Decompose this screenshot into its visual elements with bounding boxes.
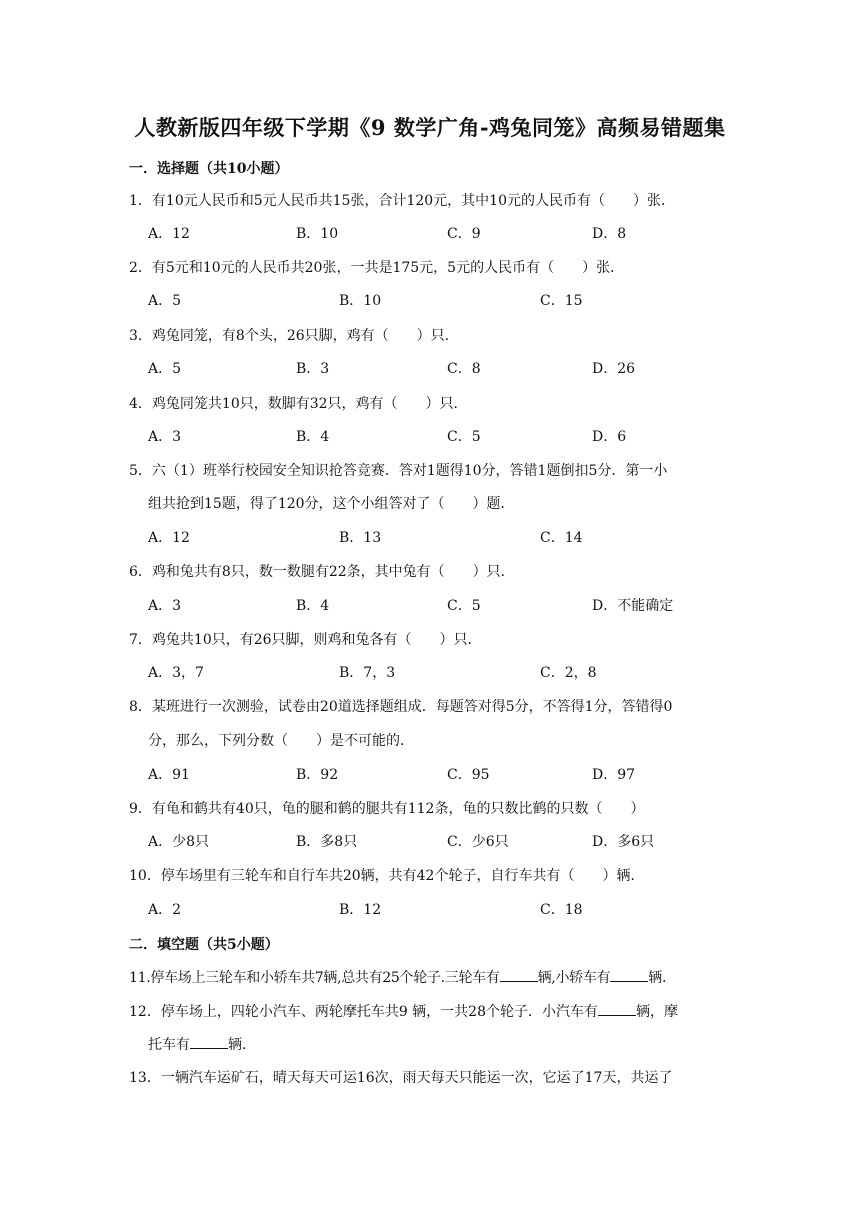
option: C．95 [447, 767, 490, 783]
option: D．26 [592, 361, 636, 377]
option: B．4 [296, 598, 330, 614]
option: C．2，8 [540, 665, 597, 681]
option: B．多8只 [296, 834, 358, 850]
question-8: 8．某班进行一次测验，试卷由20道选择题组成．每题答对得5分，不答得1分，答错得0 [129, 699, 673, 715]
option: C．18 [540, 902, 583, 918]
option: B．12 [339, 902, 382, 918]
option: C．5 [447, 598, 481, 614]
question-2: 2．有5元和10元的人民币共20张，一共是175元，5元的人民币有（ ）张． [129, 260, 625, 276]
option: C．少6只 [447, 834, 509, 850]
option: A．少8只 [148, 834, 210, 850]
option: B．10 [339, 293, 382, 309]
page-title: 人教新版四年级下学期《9 数学广角-鸡兔同笼》高频易错题集 [134, 115, 726, 140]
question-11-text: 辆,小轿车有 [537, 970, 611, 986]
answer-blank [610, 967, 648, 982]
question-12-text: 辆． [228, 1037, 256, 1053]
question-11-text: 11.停车场上三轮车和小轿车共7辆,总共有25个轮子.三轮车有 [129, 970, 500, 986]
option: C．14 [540, 530, 583, 546]
option: C．8 [447, 361, 481, 377]
option: B．13 [339, 530, 382, 546]
option: C．5 [447, 429, 481, 445]
option: B．4 [296, 429, 330, 445]
question-1: 1．有10元人民币和5元人民币共15张，合计120元，其中10元的人民币有（ ）张． [129, 193, 675, 209]
option: A．3 [148, 598, 182, 614]
answer-blank [190, 1034, 228, 1049]
option: A．3 [148, 429, 182, 445]
question-11 [129, 967, 731, 988]
question-10: 10．停车场里有三轮车和自行车共20辆，共有42个轮子，自行车共有（ ）辆． [129, 868, 645, 884]
option: B．10 [296, 226, 339, 242]
question-11-text: 辆. [648, 970, 667, 986]
section-heading-choice: 一．选择题（共10小题） [129, 161, 289, 177]
question-8-continued: 分，那么，下列分数（ ）是不可能的． [148, 733, 414, 749]
question-6: 6．鸡和兔共有8只，数一数腿有22条，其中兔有（ ）只． [129, 564, 515, 580]
option: A．12 [148, 226, 190, 242]
question-5: 5．六（1）班举行校园安全知识抢答竞赛．答对1题得10分，答错1题倒扣5分．第一小 [129, 463, 668, 479]
question-4: 4．鸡兔同笼共10只，数脚有32只，鸡有（ ）只． [129, 396, 468, 412]
option: A．3，7 [148, 665, 204, 681]
option: B．3 [296, 361, 330, 377]
option: D．6 [592, 429, 627, 445]
option: C．9 [447, 226, 481, 242]
option: B．7，3 [339, 665, 396, 681]
question-12-continued [148, 1034, 256, 1055]
question-12-text: 12．停车场上，四轮小汽车、两轮摩托车共9 辆，一共28个轮子．小汽车有 [129, 1004, 598, 1020]
option: D．97 [592, 767, 636, 783]
question-7: 7．鸡兔共10只，有26只脚，则鸡和兔各有（ ）只． [129, 632, 482, 648]
option: A．2 [148, 902, 182, 918]
question-5-continued: 组共抢到15题，得了120分，这个小组答对了（ ）题． [148, 496, 515, 512]
question-3: 3．鸡兔同笼，有8个头，26只脚，鸡有（ ）只． [129, 328, 459, 344]
question-12 [129, 1001, 731, 1022]
option: D．不能确定 [592, 598, 674, 614]
answer-blank [500, 967, 538, 982]
option: A．5 [148, 293, 182, 309]
question-12-text: 托车有 [148, 1037, 190, 1053]
option: D．多6只 [592, 834, 655, 850]
option: C．15 [540, 293, 583, 309]
option: A．91 [148, 767, 190, 783]
option: A．5 [148, 361, 182, 377]
question-13: 13．一辆汽车运矿石，晴天每天可运16次，雨天每天只能运一次，它运了17天，共运了 [129, 1070, 673, 1086]
option: D．8 [592, 226, 627, 242]
option: A．12 [148, 530, 190, 546]
question-9: 9．有龟和鹤共有40只，龟的腿和鹤的腿共有112条，龟的只数比鹤的只数（ ） [129, 801, 645, 817]
answer-blank [598, 1001, 636, 1016]
option: B．92 [296, 767, 339, 783]
section-heading-fill: 二．填空题（共5小题） [129, 937, 279, 953]
question-12-text: 辆，摩 [636, 1004, 678, 1020]
